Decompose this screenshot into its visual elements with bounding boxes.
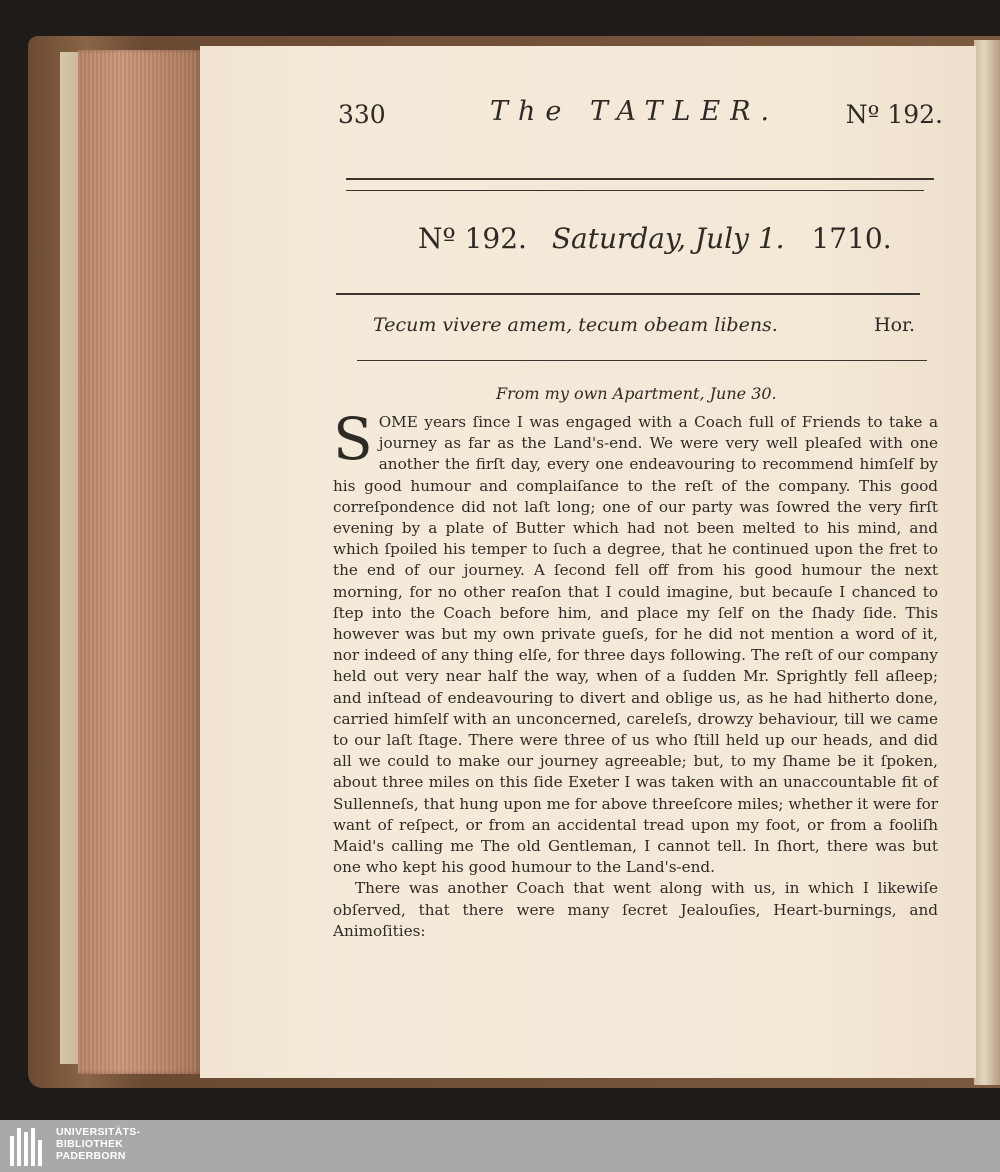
motto-rule [357, 360, 927, 361]
page-stack [78, 50, 202, 1074]
running-header [338, 96, 943, 136]
header-issue-number: Nº 192. [845, 100, 943, 129]
drop-cap: S [333, 405, 373, 473]
dateline: From my own Apartment, June 30. [496, 384, 777, 403]
issue-rule [336, 293, 920, 295]
paragraph-1 [333, 405, 938, 878]
issue-date: Saturday, July 1. [551, 222, 785, 255]
library-logo-text [56, 1126, 140, 1162]
paragraph-2: There was another Coach that went along with us, in which I likewiſe obſerved, that there were many ſecret Jealouſies, Heart-burnings, and Animoſities: [333, 879, 938, 940]
header-rule-top [346, 178, 934, 180]
paragraph-1-text: OME years ſince I was engaged with a Coach full of Friends to take a journey as far as the Land's-end. We were very well pleaſed with one another the firſt day, every one endeavouring to recommend himſelf by his good humour and complaiſance to the reſt of the company. This good correſpondence did not laſt long; one of our party was ſowred the very firſt evening by a plate of Butter which had not been melted to his mind, and which ſpoiled his temper to ſuch a degree, that he continued upon the fret to the end of our journey. A ſecond fell off from his good humour the next morning, for no other reaſon that I could imagine, but becauſe I chanced to ſtep into the Coach before him, and place my ſelf on the ſhady ſide. This however was but my own private gueſs, for he did not mention a word of it, nor indeed of any thing elſe, for three days following. The reſt of our company held out very near half the way, when of a ſudden Mr. Sprightly fell aſleep; and inſtead of endeavouring to divert and oblige us, as he had hitherto done, carried himſelf with an unconcerned, careleſs, drowzy behaviour, till we came to our laſt ſtage. There were three of us who ſtill held up our heads, and did all we could to make our journey agreeable; but, to my ſhame be it ſpoken, about three miles on this ſide Exeter I was taken with an unaccountable fit of Sullenneſs, that hung upon me for above threeſcore miles; whether it were for want of reſpect, or from an accidental tread upon my foot, or from a fooliſh Maid's calling me The old Gentleman, I cannot tell. In ſhort, there was but one who kept his good humour to the Land's-end. [333, 413, 938, 877]
motto-author: Hor. [874, 314, 916, 336]
motto: Tecum vivere amem, tecum obeam libens. [373, 314, 778, 336]
next-page-edge [974, 40, 1000, 1085]
library-footer [0, 1120, 1000, 1172]
logo-line-3: PADERBORN [56, 1150, 126, 1162]
issue-year: 1710. [811, 222, 892, 255]
logo-line-1: UNIVERSITÄTS- [56, 1126, 141, 1138]
library-logo-icon [10, 1126, 48, 1166]
header-rule-bottom [346, 190, 924, 191]
issue-line [418, 222, 898, 255]
issue-number: Nº 192. [418, 222, 527, 255]
article-body [333, 405, 938, 942]
logo-line-2: BIBLIOTHEK [56, 1138, 124, 1150]
page-number: 330 [338, 100, 386, 129]
running-title: The TATLER. [490, 96, 780, 127]
